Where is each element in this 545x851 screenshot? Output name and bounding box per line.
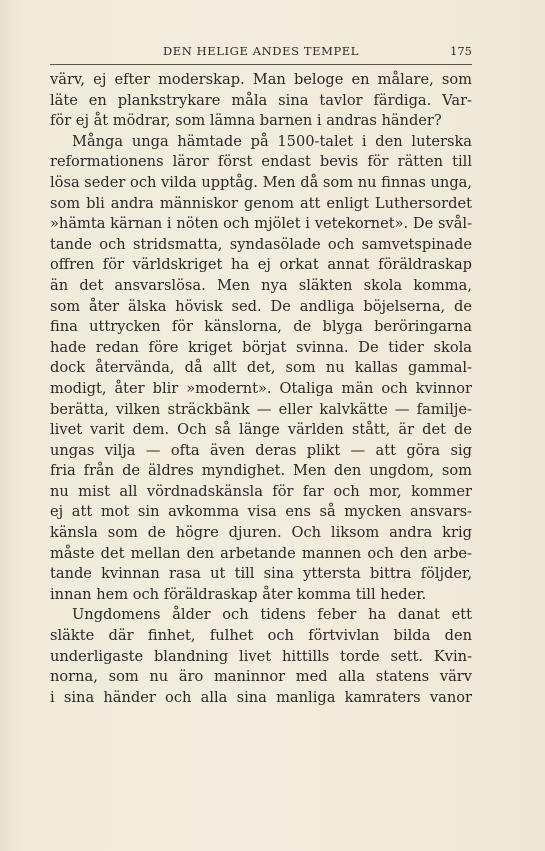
body-text [50, 70, 472, 708]
text-line: underligaste blandning livet hittills torde sett. Kvin- [50, 647, 472, 665]
text-line: tande kvinnan rasa ut till sina yttersta bittra följder, [50, 565, 472, 583]
text-line: fina uttrycken för känslorna, de blyga beröringarna [50, 318, 472, 336]
text-line: modigt, åter blir »modernt». Otaliga män och kvinnor [50, 379, 472, 397]
text-line: offren för världskriget ha ej orkat annat föräldraskap [50, 256, 472, 274]
text-line: nu mist all vördnadskänsla för far och mor, kommer [50, 482, 472, 500]
text-line: läte en plankstrykare måla sina tavlor färdiga. Var- [50, 91, 472, 109]
text-line: dock återvända, då allt det, som nu kallas gammal- [50, 359, 472, 377]
text-line: »hämta kärnan i nöten och mjölet i vetekornet». De svål- [50, 215, 472, 233]
text-line: lösa seder och vilda upptåg. Men då som nu finnas unga, [50, 173, 472, 191]
text-line: värv, ej efter moderskap. Man beloge en målare, som [50, 71, 472, 88]
text-line: måste det mellan den arbetande mannen och den arbe- [50, 544, 472, 562]
text-line: innan hem och föräldraskap åter komma till heder. [50, 585, 427, 603]
text-line: fria från de äldres myndighet. Men den ungdom, som [50, 462, 472, 480]
text-line: norna, som nu äro maninnor med alla statens värv [50, 668, 472, 686]
text-line: hade redan före kriget börjat svinna. De tider skola [50, 338, 472, 356]
text-line: tande och stridsmatta, syndasölade och samvetspinade [50, 235, 472, 253]
page-number: 175 [450, 44, 472, 58]
text-line: släkte där finhet, fulhet och förtvivlan bilda den [50, 627, 472, 645]
text-line: ungas vilja — ofta även deras plikt — att göra sig [50, 441, 472, 459]
page-header [50, 44, 472, 64]
text-line: i sina händer och alla sina manliga kamraters vanor [50, 688, 472, 706]
text-line: än det ansvarslösa. Men nya släkten skola komma, [50, 276, 472, 294]
text-line: som bli andra människor genom att enligt Luthersordet [50, 194, 472, 212]
text-line: livet varit dem. Och så länge världen stått, är det de [50, 421, 472, 439]
text-line: för ej åt mödrar, som lämna barnen i andras händer? [50, 112, 442, 130]
text-line: som åter älska hövisk sed. De andliga böjelserna, de [50, 297, 472, 315]
text-line: reformationens läror först endast bevis för rätten till [50, 153, 472, 171]
text-line: Många unga hämtade på 1500-talet i den luterska [72, 132, 472, 150]
text-line: Ungdomens ålder och tidens feber ha danat ett [72, 606, 472, 624]
text-line: berätta, vilken sträckbänk — eller kalvkätte — familje- [50, 400, 472, 418]
header-rule [50, 64, 472, 65]
text-line: ej att mot sin avkomma visa ens så mycken ansvars- [50, 503, 472, 521]
running-head: DEN HELIGE ANDES TEMPEL [162, 44, 360, 58]
text-line: känsla som de högre djuren. Och liksom andra krig [50, 524, 472, 542]
